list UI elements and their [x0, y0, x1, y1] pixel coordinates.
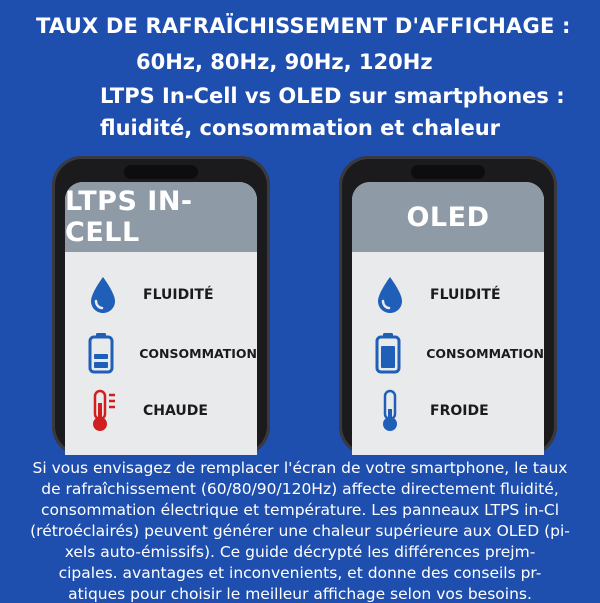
phone-header-label: OLED [352, 182, 544, 252]
phone-notch [124, 165, 198, 179]
phone-notch [411, 165, 485, 179]
description-paragraph [0, 455, 600, 603]
row-label: CHAUDE [143, 403, 208, 419]
phone-oled [339, 156, 557, 456]
droplet-icon [372, 270, 408, 320]
droplet-icon [85, 270, 121, 320]
phone-screen [352, 182, 544, 456]
description-line: xels auto-émissifs). Ce guide décrypté les différences prejm- [64, 543, 536, 561]
row-label: FROIDE [430, 403, 489, 419]
phone-header-label: LTPS IN-CELL [65, 182, 257, 252]
description-line: Si vous envisagez de remplacer l'écran de votre smartphone, le taux [32, 459, 568, 477]
phone-ltps [52, 156, 270, 456]
battery-icon [372, 328, 404, 378]
description-line: consommation électrique et température. Les panneaux LTPS in-Cl [40, 501, 560, 519]
row-fluidite [352, 270, 544, 320]
title-line-4: fluidité, consommation et chaleur [100, 116, 501, 140]
description-line: (rétroéclairés) peuvent générer une chaleur supérieure aux OLED (pi- [30, 522, 570, 540]
thermometer-hot-icon [85, 386, 121, 436]
title-line-3: LTPS In-Cell vs OLED sur smartphones : [100, 84, 565, 108]
row-froide [352, 386, 544, 436]
row-label: FLUIDITÉ [430, 287, 501, 303]
description-line: de rafraîchissement (60/80/90/120Hz) affecte directement fluidité, [41, 480, 559, 498]
description-line: cipales. avantages et inconvenients, et donne des conseils pr- [58, 564, 542, 582]
phone-screen [65, 182, 257, 456]
row-label: CONSOMMATION [139, 345, 257, 361]
row-consommation [65, 328, 257, 378]
title-line-2: 60Hz, 80Hz, 90Hz, 120Hz [136, 50, 433, 74]
description-line: atiques pour choisir le meilleur affichage selon vos besoins. [68, 585, 532, 603]
row-fluidite [65, 270, 257, 320]
thermometer-cold-icon [372, 386, 408, 436]
title-line-1: TAUX DE RAFRAÏCHISSEMENT D'AFFICHAGE : [36, 14, 571, 38]
row-chaude [65, 386, 257, 436]
row-label: CONSOMMATION [426, 345, 544, 361]
row-consommation [352, 328, 544, 378]
row-label: FLUIDITÉ [143, 287, 214, 303]
battery-icon [85, 328, 117, 378]
